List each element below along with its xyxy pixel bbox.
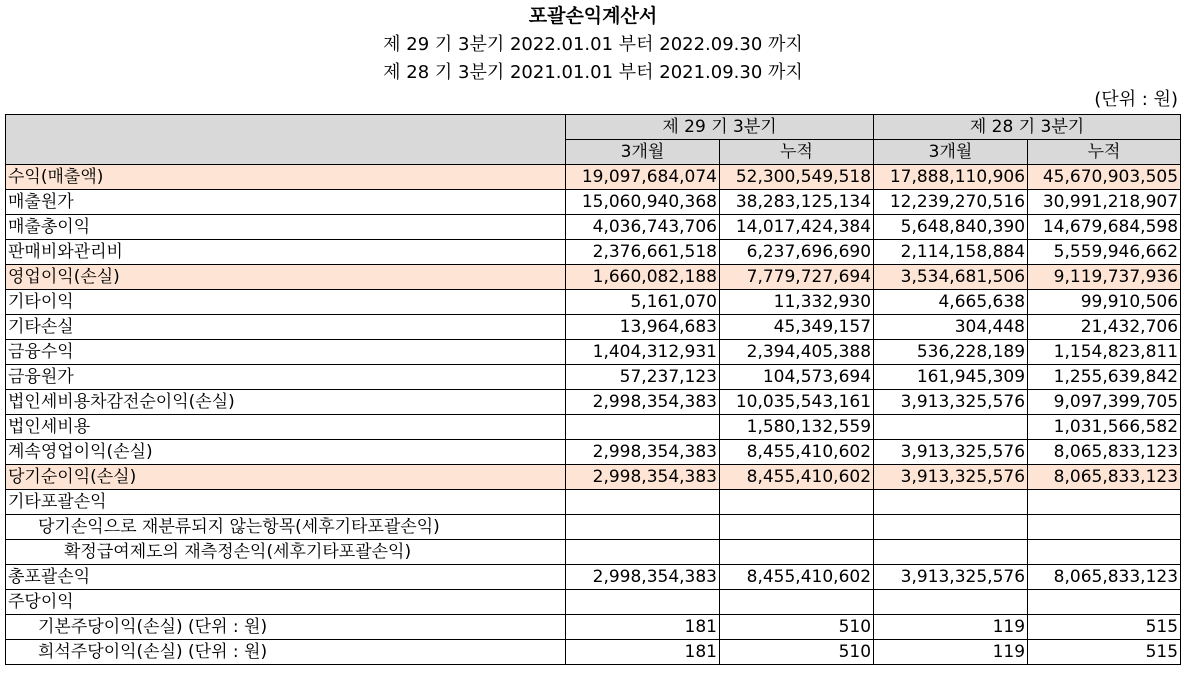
row-value: 3,913,325,576 [874,440,1028,465]
row-value: 14,017,424,384 [720,215,874,240]
row-value [720,590,874,615]
header-period-current: 제 29 기 3분기 [566,115,874,140]
table-row [6,515,1181,540]
row-value [1028,590,1181,615]
row-value: 52,300,549,518 [720,165,874,190]
row-label: 총포괄손익 [6,565,566,590]
row-label: 희석주당이익(손실) (단위 : 원) [6,640,566,665]
table-row [6,390,1181,415]
table-row [6,540,1181,565]
row-value: 2,998,354,383 [566,465,720,490]
table-header [6,115,1181,165]
table-row [6,340,1181,365]
row-value: 3,913,325,576 [874,390,1028,415]
row-value: 1,031,566,582 [1028,415,1181,440]
row-label: 당기순이익(손실) [6,465,566,490]
table-row [6,565,1181,590]
row-value [874,490,1028,515]
row-value [874,540,1028,565]
row-label: 기타손실 [6,315,566,340]
row-value [566,415,720,440]
table-body [6,165,1181,665]
row-value: 3,913,325,576 [874,565,1028,590]
row-value: 1,580,132,559 [720,415,874,440]
row-value: 1,154,823,811 [1028,340,1181,365]
row-value: 304,448 [874,315,1028,340]
row-value: 9,097,399,705 [1028,390,1181,415]
table-row [6,440,1181,465]
row-value: 38,283,125,134 [720,190,874,215]
table-row [6,165,1181,190]
row-value: 8,455,410,602 [720,440,874,465]
row-value [720,540,874,565]
table-row [6,290,1181,315]
row-value [874,515,1028,540]
header-blank-cell [6,115,566,165]
row-value: 536,228,189 [874,340,1028,365]
row-value: 2,998,354,383 [566,390,720,415]
row-value: 515 [1028,640,1181,665]
row-value: 12,239,270,516 [874,190,1028,215]
row-value: 13,964,683 [566,315,720,340]
income-statement-table [5,114,1181,665]
row-value: 9,119,737,936 [1028,265,1181,290]
row-value: 19,097,684,074 [566,165,720,190]
table-row [6,465,1181,490]
row-label: 기본주당이익(손실) (단위 : 원) [6,615,566,640]
table-row [6,590,1181,615]
table-row [6,265,1181,290]
row-value: 515 [1028,615,1181,640]
row-value: 30,991,218,907 [1028,190,1181,215]
row-label: 금융수익 [6,340,566,365]
row-value: 1,255,639,842 [1028,365,1181,390]
row-value [720,515,874,540]
row-label: 영업이익(손실) [6,265,566,290]
row-value: 4,036,743,706 [566,215,720,240]
row-value: 3,534,681,506 [874,265,1028,290]
row-value [566,490,720,515]
row-value: 2,998,354,383 [566,565,720,590]
row-value: 161,945,309 [874,365,1028,390]
row-label: 기타포괄손익 [6,490,566,515]
row-value: 45,349,157 [720,315,874,340]
row-value [566,590,720,615]
row-label: 당기손익으로 재분류되지 않는항목(세후기타포괄손익) [6,515,566,540]
row-value [874,415,1028,440]
row-value [566,540,720,565]
row-value: 2,394,405,388 [720,340,874,365]
row-value: 99,910,506 [1028,290,1181,315]
row-value: 104,573,694 [720,365,874,390]
row-value: 181 [566,615,720,640]
row-value [1028,490,1181,515]
row-value: 7,779,727,694 [720,265,874,290]
row-label: 매출원가 [6,190,566,215]
row-value: 5,559,946,662 [1028,240,1181,265]
row-value: 119 [874,615,1028,640]
header-row-periods [6,115,1181,140]
row-value: 181 [566,640,720,665]
row-label: 주당이익 [6,590,566,615]
row-label: 확정급여제도의 재측정손익(세후기타포괄손익) [6,540,566,565]
table-row [6,640,1181,665]
row-label: 매출총이익 [6,215,566,240]
row-label: 금융원가 [6,365,566,390]
row-label: 계속영업이익(손실) [6,440,566,465]
row-value: 17,888,110,906 [874,165,1028,190]
row-value: 5,648,840,390 [874,215,1028,240]
row-value: 45,670,903,505 [1028,165,1181,190]
row-value: 21,432,706 [1028,315,1181,340]
row-value [1028,540,1181,565]
row-value: 8,065,833,123 [1028,565,1181,590]
row-value: 2,998,354,383 [566,440,720,465]
header-3months-current: 3개월 [566,140,720,165]
header-cumulative-current: 누적 [720,140,874,165]
table-row [6,240,1181,265]
row-value: 8,455,410,602 [720,465,874,490]
row-value: 2,114,158,884 [874,240,1028,265]
row-value: 6,237,696,690 [720,240,874,265]
row-value: 510 [720,640,874,665]
row-value: 8,455,410,602 [720,565,874,590]
row-value [720,490,874,515]
table-row [6,190,1181,215]
row-value: 510 [720,615,874,640]
table-row [6,315,1181,340]
row-value [1028,515,1181,540]
header-3months-prior: 3개월 [874,140,1028,165]
period-current: 제 29 기 3분기 2022.01.01 부터 2022.09.30 까지 [383,34,803,55]
table-row [6,490,1181,515]
row-value: 8,065,833,123 [1028,440,1181,465]
row-value: 119 [874,640,1028,665]
table-row [6,415,1181,440]
unit-label: (단위 : 원) [1094,89,1178,110]
header-period-prior: 제 28 기 3분기 [874,115,1181,140]
row-value: 14,679,684,598 [1028,215,1181,240]
row-value: 57,237,123 [566,365,720,390]
row-label: 법인세비용 [6,415,566,440]
row-value: 2,376,661,518 [566,240,720,265]
row-value: 11,332,930 [720,290,874,315]
row-value: 4,665,638 [874,290,1028,315]
row-value: 5,161,070 [566,290,720,315]
statement-title: 포괄손익계산서 [528,5,658,27]
row-label: 판매비와관리비 [6,240,566,265]
header-cumulative-prior: 누적 [1028,140,1181,165]
period-prior: 제 28 기 3분기 2021.01.01 부터 2021.09.30 까지 [383,62,803,83]
row-value: 15,060,940,368 [566,190,720,215]
row-value: 1,404,312,931 [566,340,720,365]
row-value: 3,913,325,576 [874,465,1028,490]
table-row [6,615,1181,640]
row-value: 10,035,543,161 [720,390,874,415]
row-value [874,590,1028,615]
row-label: 기타이익 [6,290,566,315]
table-row [6,215,1181,240]
row-label: 법인세비용차감전순이익(손실) [6,390,566,415]
table-row [6,365,1181,390]
row-value [566,515,720,540]
row-value: 1,660,082,188 [566,265,720,290]
row-label: 수익(매출액) [6,165,566,190]
row-value: 8,065,833,123 [1028,465,1181,490]
